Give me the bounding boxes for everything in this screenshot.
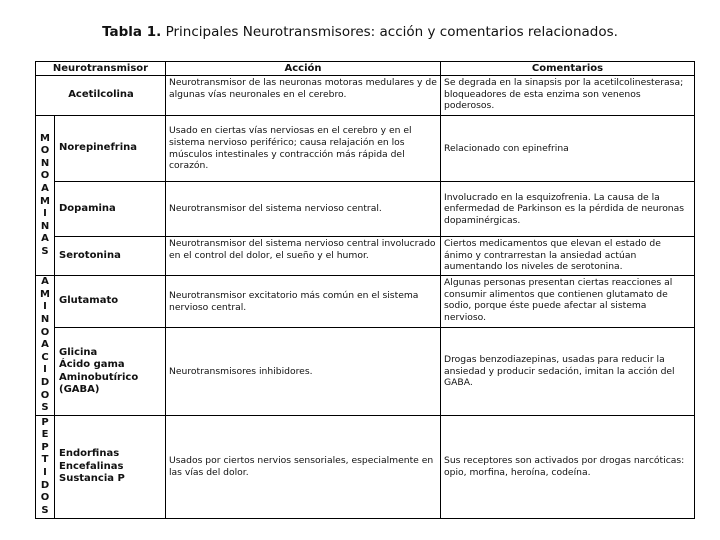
group-letter: A [41, 276, 49, 288]
name-line: Ácido gama [59, 359, 125, 370]
group-letter: A [41, 339, 49, 351]
group-letter: I [43, 301, 47, 313]
table-caption-label: Tabla 1. [102, 24, 162, 40]
table-row [36, 116, 695, 182]
table-row [36, 76, 695, 116]
table-row [36, 328, 695, 416]
name-line: Aminobutírico [59, 371, 139, 383]
group-letter: T [41, 454, 49, 466]
group-letter: I [43, 364, 47, 376]
group-letter: S [41, 402, 49, 414]
name-line: Glicina [59, 346, 98, 358]
group-letter: N [40, 314, 50, 326]
header-accion: Acción [166, 62, 441, 76]
group-letter: M [40, 288, 50, 300]
name-line: Encefalinas [59, 460, 124, 472]
group-letter: O [40, 170, 50, 182]
accion-dopamina: Neurotransmisor del sistema nervioso central. [166, 182, 441, 237]
group-letter: O [40, 492, 50, 504]
comentarios-acetilcolina: Se degrada en la sinapsis por la acetilcolinesterasa; bloqueadores de esta enzima son venenos poderosos. [441, 76, 695, 116]
group-letter: P [41, 441, 49, 453]
comentarios-glutamato: Algunas personas presentan ciertas reacciones al consumir alimentos que contienen glutamato de sodio, porque éste puede afectar al sistema nervioso. [441, 276, 695, 328]
group-letter: C [41, 351, 49, 363]
name-line: Sustancia P [59, 473, 125, 485]
group-letter: M [40, 132, 50, 144]
table-row [36, 276, 695, 328]
name-dopamina: Dopamina [55, 182, 166, 237]
comentarios-dopamina: Involucrado en la esquizofrenia. La causa de la enfermedad de Parkinson es la pérdida de neuronas dopaminérgicas. [441, 182, 695, 237]
table-row [36, 237, 695, 276]
accion-serotonina: Neurotransmisor del sistema nervioso central involucrado en el control del dolor, el sueño y el humor. [166, 237, 441, 276]
group-letter: I [43, 208, 47, 220]
comentarios-gaba: Drogas benzodiazepinas, usadas para reducir la ansiedad y producir sedación, imitan la acción del GABA. [441, 328, 695, 416]
header-neurotransmisor: Neurotransmisor [36, 62, 166, 76]
name-endorfinas [55, 416, 166, 519]
name-serotonina: Serotonina [55, 237, 166, 276]
group-letter: O [40, 389, 50, 401]
group-letter: I [43, 467, 47, 478]
group-letter: S [41, 245, 49, 257]
group-letter: D [40, 376, 50, 388]
name-acetilcolina: Acetilcolina [36, 76, 166, 116]
table-row [36, 182, 695, 237]
table-caption-text: Principales Neurotransmisores: acción y comentarios relacionados. [165, 24, 618, 40]
group-monoaminas [36, 116, 55, 276]
comentarios-endorfinas: Sus receptores son activados por drogas narcóticas: opio, morfina, heroína, codeína. [441, 416, 695, 519]
group-letter: A [41, 182, 49, 194]
group-letter: S [41, 504, 49, 516]
comentarios-serotonina: Ciertos medicamentos que elevan el estado de ánimo y contrarrestan la ansiedad actúan aumentando los niveles de serotonina. [441, 237, 695, 276]
name-gaba [55, 328, 166, 416]
name-line: Endorfinas [59, 448, 120, 460]
group-letter: M [40, 195, 50, 207]
accion-endorfinas: Usados por ciertos nervios sensoriales, especialmente en las vías del dolor. [166, 416, 441, 519]
group-peptidos [36, 416, 55, 519]
accion-norepinefrina: Usado en ciertas vías nerviosas en el cerebro y en el sistema nervioso periférico; causa relajación en los músculos intestinales y contracción más rápida del corazón. [166, 116, 441, 182]
name-glutamato: Glutamato [55, 276, 166, 328]
group-letter: E [41, 429, 49, 441]
name-norepinefrina: Norepinefrina [55, 116, 166, 182]
group-letter: P [41, 416, 49, 428]
group-letter: O [40, 145, 50, 157]
group-aminoacidos [36, 276, 55, 416]
accion-acetilcolina: Neurotransmisor de las neuronas motoras medulares y de algunas vías neuronales en el cerebro. [166, 76, 441, 116]
header-comentarios: Comentarios [441, 62, 695, 76]
header-row [36, 62, 695, 76]
group-letter: O [40, 326, 50, 338]
name-line: (GABA) [59, 384, 100, 395]
table-caption [0, 24, 720, 40]
group-letter: D [40, 479, 50, 491]
group-letter: N [40, 157, 50, 169]
table-row [36, 416, 695, 519]
group-letter: A [41, 233, 49, 245]
group-letter: N [40, 220, 50, 232]
accion-glutamato: Neurotransmisor excitatorio más común en el sistema nervioso central. [166, 276, 441, 328]
accion-gaba: Neurotransmisores inhibidores. [166, 328, 441, 416]
neurotransmitter-table [35, 61, 695, 519]
comentarios-norepinefrina: Relacionado con epinefrina [441, 116, 695, 182]
